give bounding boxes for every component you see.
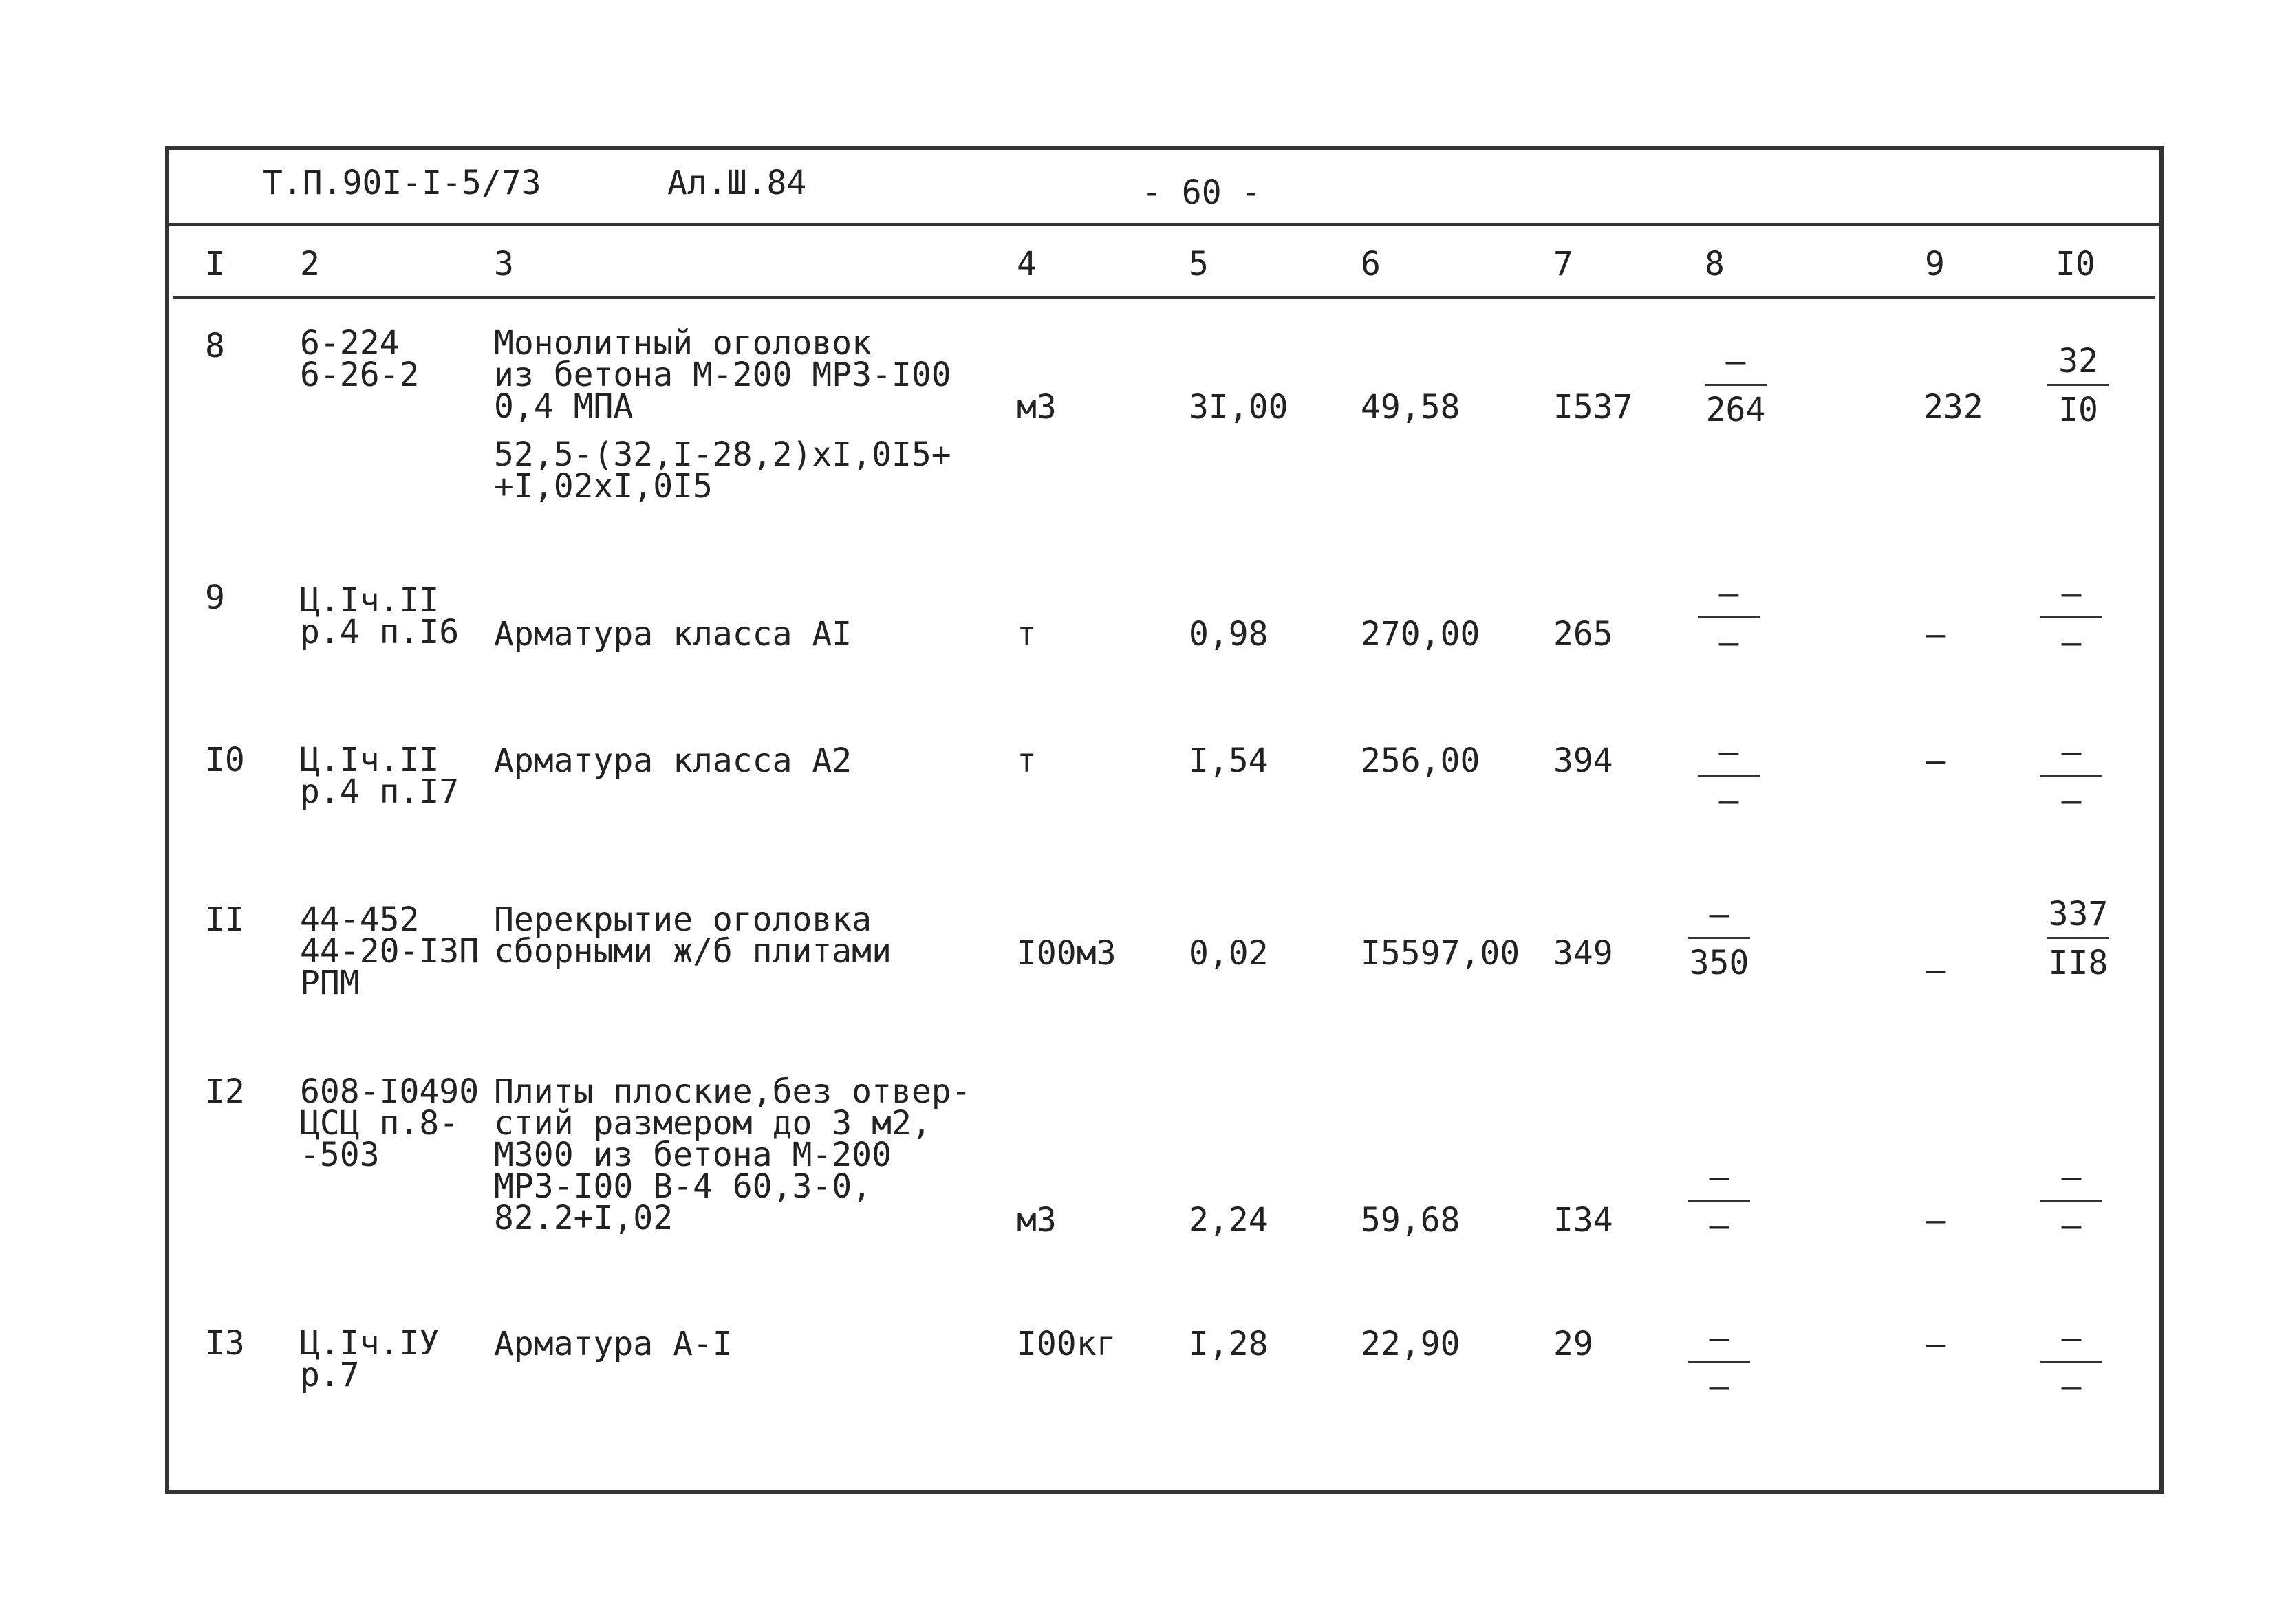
fraction-numerator: – <box>1718 574 1739 613</box>
column-10-fraction <box>2047 341 2109 430</box>
fraction-numerator: – <box>2061 1158 2082 1196</box>
column-9-value: – <box>1926 741 1946 780</box>
fraction-bar <box>1705 384 1767 386</box>
column-header: 4 <box>1017 245 1037 283</box>
norm-code: 44-452 44-20-I3П РПМ <box>300 900 479 1002</box>
fraction-denominator: – <box>2061 1367 2082 1406</box>
column-8-fraction <box>1688 894 1750 983</box>
total-cost: 29 <box>1553 1325 1593 1363</box>
column-header: I <box>205 245 225 283</box>
page-number: - 60 - <box>1142 173 1262 212</box>
column-10-fraction <box>2040 1318 2102 1407</box>
fraction-numerator: – <box>1709 895 1729 933</box>
total-cost: 265 <box>1553 615 1613 653</box>
fraction-numerator: – <box>1709 1319 1729 1357</box>
header-rule <box>165 223 2164 226</box>
quantity: 0,02 <box>1189 934 1269 973</box>
fraction-bar <box>1698 616 1760 618</box>
column-header: 8 <box>1705 245 1725 283</box>
document-code: Т.П.90I-I-5/73 <box>263 164 541 202</box>
work-name: Арматура класса А2 <box>494 741 852 780</box>
quantity: I,28 <box>1189 1325 1269 1363</box>
row-number: I0 <box>205 741 245 779</box>
quantity-calculation: 52,5-(32,I-28,2)хI,0I5+ +I,02хI,0I5 <box>494 435 951 506</box>
fraction-denominator: – <box>1718 623 1739 662</box>
column-10-fraction <box>2040 1157 2102 1246</box>
column-8-fraction <box>1688 1157 1750 1246</box>
norm-code: Ц.Iч.II р.4 п.I7 <box>300 741 460 811</box>
fraction-numerator: – <box>1725 342 1746 380</box>
unit: I00кг <box>1017 1325 1117 1363</box>
quantity: 3I,00 <box>1189 388 1289 426</box>
column-9-value: 232 <box>1923 388 1983 426</box>
fraction-bar <box>1688 1361 1750 1363</box>
fraction-denominator: II8 <box>2048 944 2109 982</box>
album-number: Ал.Ш.84 <box>667 164 807 202</box>
work-name: Монолитный оголовок из бетона М-200 МРЗ-I00 0,4 МПА <box>494 324 951 426</box>
fraction-numerator: – <box>1709 1158 1729 1196</box>
unit: м3 <box>1017 1201 1057 1239</box>
unit-price: 59,68 <box>1361 1201 1460 1239</box>
column-8-fraction <box>1688 1318 1750 1407</box>
fraction-denominator: I0 <box>2058 391 2098 429</box>
columns-rule <box>173 296 2155 299</box>
fraction-denominator: – <box>2061 1206 2082 1245</box>
column-header: I0 <box>2056 245 2095 283</box>
fraction-numerator: 337 <box>2048 895 2109 933</box>
norm-code: 6-224 6-26-2 <box>300 324 420 394</box>
row-number: 8 <box>205 327 225 365</box>
column-9-value: – <box>1926 615 1946 653</box>
fraction-bar <box>2040 775 2102 777</box>
unit-price: 49,58 <box>1361 388 1460 426</box>
fraction-numerator: – <box>2061 574 2082 613</box>
fraction-denominator: 264 <box>1705 391 1766 429</box>
column-header: 3 <box>494 245 514 283</box>
column-9-value: – <box>1926 951 1946 989</box>
fraction-denominator: 350 <box>1689 944 1749 982</box>
row-number: II <box>205 900 245 939</box>
fraction-numerator: – <box>1718 733 1739 771</box>
norm-code: 608-I0490 ЦСЦ п.8- -503 <box>300 1072 479 1174</box>
fraction-bar <box>2040 1200 2102 1202</box>
unit-price: 22,90 <box>1361 1325 1460 1363</box>
work-name: Плиты плоские,без отвер- стий размером до 3 м2, М300 из бетона М-200 МРЗ-I00 В-4 60,3-0, 82.2+I,02 <box>494 1072 971 1237</box>
fraction-denominator: – <box>2061 781 2082 820</box>
unit-price: 270,00 <box>1361 615 1480 653</box>
unit: м3 <box>1017 388 1057 426</box>
row-number: I2 <box>205 1072 245 1111</box>
column-header: 6 <box>1361 245 1381 283</box>
fraction-denominator: – <box>1718 781 1739 820</box>
total-cost: I537 <box>1553 388 1633 426</box>
fraction-denominator: – <box>1709 1206 1729 1245</box>
column-9-value: – <box>1926 1325 1946 1363</box>
quantity: 0,98 <box>1189 615 1269 653</box>
fraction-denominator: – <box>1709 1367 1729 1406</box>
column-9-value: – <box>1926 1201 1946 1239</box>
total-cost: 349 <box>1553 934 1613 973</box>
column-header: 5 <box>1189 245 1209 283</box>
fraction-bar <box>2040 616 2102 618</box>
unit-price: 256,00 <box>1361 741 1480 780</box>
norm-code: Ц.Iч.II р.4 п.I6 <box>300 581 460 651</box>
unit: I00м3 <box>1017 934 1117 973</box>
unit: т <box>1017 615 1037 653</box>
column-8-fraction <box>1698 574 1760 662</box>
unit-price: I5597,00 <box>1361 934 1520 973</box>
fraction-bar <box>1688 937 1750 939</box>
column-8-fraction <box>1705 341 1767 430</box>
column-header: 2 <box>300 245 320 283</box>
total-cost: I34 <box>1553 1201 1613 1239</box>
fraction-numerator: – <box>2061 733 2082 771</box>
table-frame <box>165 146 2164 1494</box>
column-8-fraction <box>1698 732 1760 821</box>
fraction-bar <box>2047 384 2109 386</box>
quantity: 2,24 <box>1189 1201 1269 1239</box>
column-header: 9 <box>1925 245 1945 283</box>
fraction-bar <box>1698 775 1760 777</box>
norm-code: Ц.Iч.IУ р.7 <box>300 1324 440 1394</box>
fraction-numerator: – <box>2061 1319 2082 1357</box>
fraction-bar <box>1688 1200 1750 1202</box>
column-10-fraction <box>2040 732 2102 821</box>
column-10-fraction <box>2047 894 2109 983</box>
row-number: I3 <box>205 1324 245 1363</box>
row-number: 9 <box>205 578 225 617</box>
fraction-bar <box>2040 1361 2102 1363</box>
fraction-numerator: 32 <box>2058 342 2098 380</box>
fraction-denominator: – <box>2061 623 2082 662</box>
total-cost: 394 <box>1553 741 1613 780</box>
work-name: Арматура А-I <box>494 1325 733 1363</box>
work-name: Арматура класса АI <box>494 615 852 653</box>
fraction-bar <box>2047 937 2109 939</box>
column-10-fraction <box>2040 574 2102 662</box>
unit: т <box>1017 741 1037 780</box>
column-header: 7 <box>1553 245 1573 283</box>
quantity: I,54 <box>1189 741 1269 780</box>
work-name: Перекрытие оголовка сборными ж/б плитами <box>494 900 892 971</box>
